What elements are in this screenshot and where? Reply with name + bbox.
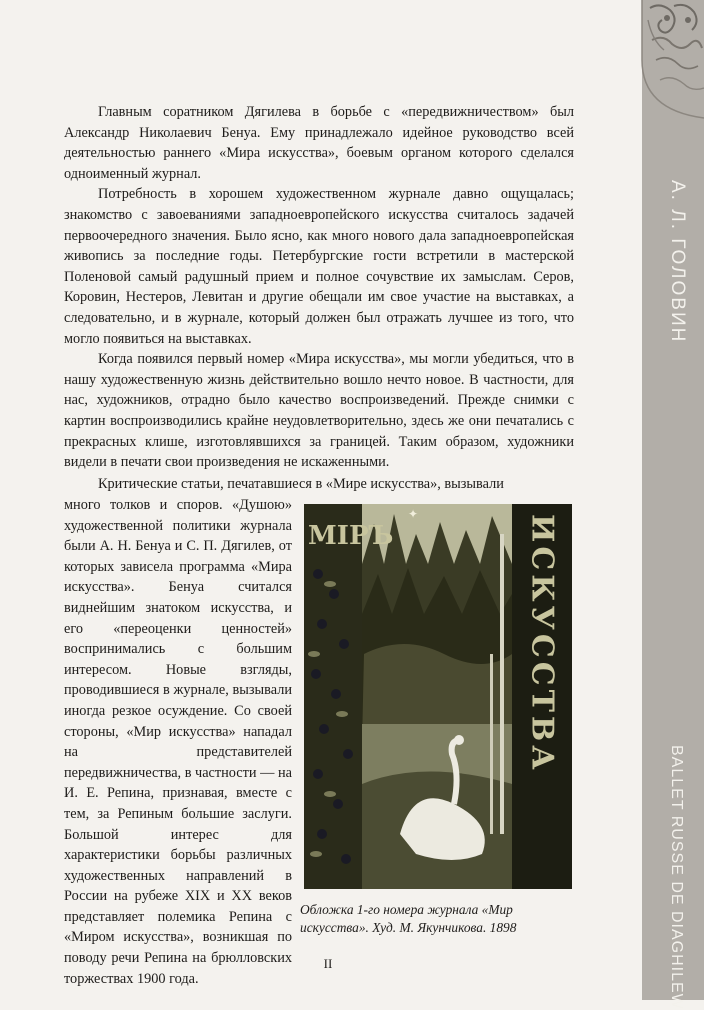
capital-ornament [612, 0, 704, 150]
paragraph-2: Потребность в хорошем художественном журнале давно ощущалась; знакомство с завоеваниями западноевропейского искусства считалось задачей первоочередного значения. Было ясно, как много нового дала западноевропейская живопись за последние годы. Петербургские гости встретили в мастерской Поленовой самый радушный прием и полное сочувствие их замыслам. Серов, Коровин, Нестеров, Левитан и другие обещали им свое участие на выставках, а следовательно, и в журнале, который должен был отражать лучшее из того, что могло появиться на выставках. [64, 186, 574, 347]
narrow-column [64, 495, 292, 989]
body-text [64, 102, 574, 473]
cover-illustration [304, 504, 572, 889]
figure-caption: Обложка 1-го номера журнала «Мир искусства». Худ. М. Якунчикова. 1898 [300, 902, 517, 935]
paragraph-4-body: много толков и споров. «Душою» художественной политики журнала были А. Н. Бенуа и С. П. Дягилев, от которых зависела программа «Мира искусства». Бенуа считался виднейшим знатоком искусства, и его «переоценки ценностей» воспринимались с большим интересом. Новые взгляды, проводившиеся в журнале, вызывали иногда резкое осуждение. Со своей стороны, «Мир искусства» нападал на представителей передвижничества, в частности — на И. Е. Репина, признавая, вместе с тем, за Репиным большие заслуги. Большой интерес для характеристики борьбы различных художественных направлений в России на рубеже XIX и XX веков представляет полемика Репина с «Миром искусства», возникшая по поводу речи Репина на брюлловских торжествах 1900 года. [64, 497, 292, 987]
side-series-title: BALLET RUSSE DE DIAGHILEW [668, 745, 685, 1010]
side-author: А. Л. ГОЛОВИН [667, 180, 688, 344]
cover-artwork [304, 504, 572, 889]
svg-text:✦: ✦ [408, 507, 419, 521]
page-number: II [323, 956, 333, 971]
cover-lettering-right: ИСКУССТВА [524, 514, 560, 774]
cover-lettering-left: МІРЪ [308, 521, 394, 551]
paragraph-3: Когда появился первый номер «Мира искусства», мы могли убедиться, что в нашу художественную жизнь действительно вошло нечто новое. В частности, для нас, художников, отрадно было качество воспроизведений. Прежде снимки с картин воспроизводились крайне неудовлетворительно, здесь же они печатались с прекрасных клише, изготовлявшихся за границей. Таким образом, художники видели в печати свои произведения не искаженными. [64, 351, 574, 471]
paragraph-1: Главным соратником Дягилева в борьбе с «передвижничеством» был Александр Николаевич Бенуа. Ему принадлежало идейное руководство всей деятельностью раннего «Мира искусства», боевым органом которого сделался одноименный журнал. [64, 104, 574, 182]
paragraph-4-lead: Критические статьи, печатавшиеся в «Мире искусства», вызывали [98, 476, 504, 492]
